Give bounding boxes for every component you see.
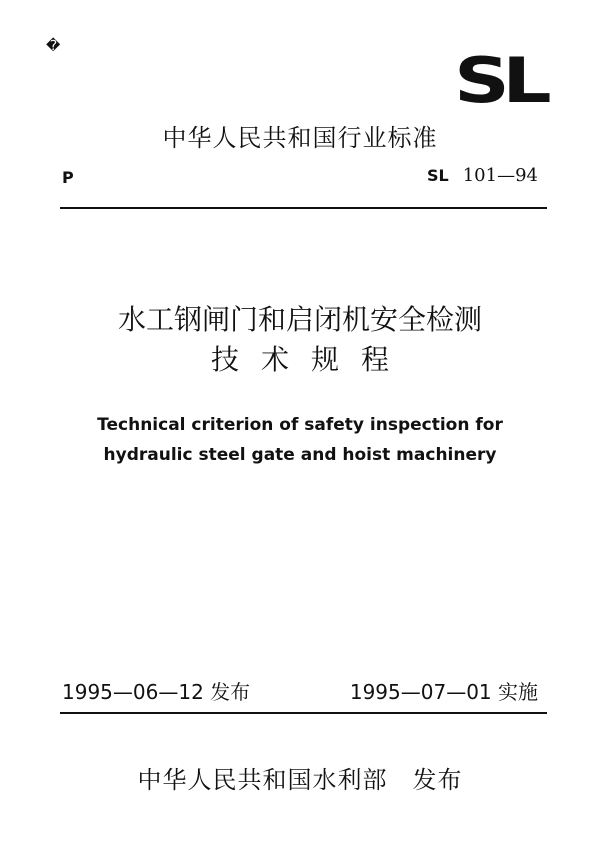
title-chinese-line2: 技术规程 [210, 343, 411, 376]
corner-mark: � [46, 38, 61, 54]
top-divider [60, 207, 547, 209]
category-code: P [62, 168, 74, 187]
implementation-date: 1995—07—01 实施 [349, 680, 538, 704]
title-chinese-line1: 水工钢闸门和启闭机安全检测 [117, 303, 482, 336]
title-english-line1: Technical criterion of safety inspection for [97, 415, 503, 435]
standard-number-prefix: SL [427, 166, 449, 185]
title-english [0, 410, 600, 470]
issue-date: 1995—06—12 发布 [62, 680, 251, 704]
title-english-line2: hydraulic steel gate and hoist machinery [103, 445, 497, 465]
publisher: 中华人民共和国水利部 发布 [137, 766, 463, 794]
title-chinese [0, 300, 600, 380]
standard-number [427, 165, 538, 186]
standard-number-value: 101—94 [462, 165, 538, 186]
standard-type: 中华人民共和国行业标准 [162, 124, 438, 152]
bottom-divider [60, 712, 547, 714]
sl-logo: SL [453, 44, 544, 117]
